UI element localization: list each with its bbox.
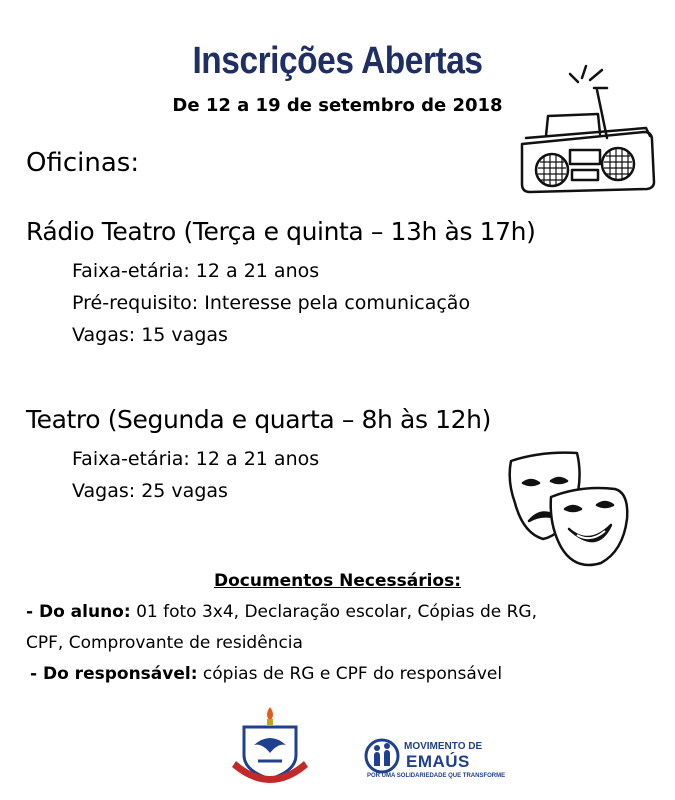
workshops-label: Oficinas: — [26, 148, 140, 178]
workshop-title-teatro: Teatro (Segunda e quarta – 8h às 12h) — [26, 405, 491, 434]
workshop-title-radio-teatro: Rádio Teatro (Terça e quinta – 13h às 17h) — [26, 217, 536, 246]
documents-student-line-2: CPF, Comprovante de residência — [26, 633, 303, 653]
radio-icon — [512, 58, 662, 198]
institution-crest-logo — [232, 705, 312, 787]
documents-student-text: 01 foto 3x4, Declaração escolar, Cópias de RG, — [130, 602, 537, 622]
workshop-age-radio-teatro: Faixa-etária: 12 a 21 anos — [72, 260, 320, 282]
registration-dates: De 12 a 19 de setembro de 2018 — [172, 95, 503, 116]
theater-masks-icon — [505, 447, 645, 575]
workshop-vacancies-radio-teatro: Vagas: 15 vagas — [72, 324, 228, 346]
documents-guardian-label: - Do responsável: — [30, 664, 198, 684]
emaus-logo-line2: EMAÚS — [406, 752, 470, 771]
emaus-icon — [364, 738, 400, 774]
documents-guardian-line — [30, 664, 502, 684]
documents-student-label: - Do aluno: — [26, 602, 131, 622]
workshop-age-teatro: Faixa-etária: 12 a 21 anos — [72, 448, 320, 470]
documents-title: Documentos Necessários: — [213, 571, 462, 591]
documents-guardian-text: cópias de RG e CPF do responsável — [197, 664, 503, 684]
documents-student-line — [26, 602, 537, 622]
workshop-vacancies-teatro: Vagas: 25 vagas — [72, 480, 228, 502]
emaus-logo-line1: MOVIMENTO DE — [404, 741, 483, 752]
workshop-requirement-radio-teatro: Pré-requisito: Interesse pela comunicação — [72, 292, 471, 314]
emaus-logo-tagline: POR UMA SOLIDARIEDADE QUE TRANSFORME — [367, 773, 506, 779]
page-title: Inscrições Abertas — [192, 40, 483, 82]
